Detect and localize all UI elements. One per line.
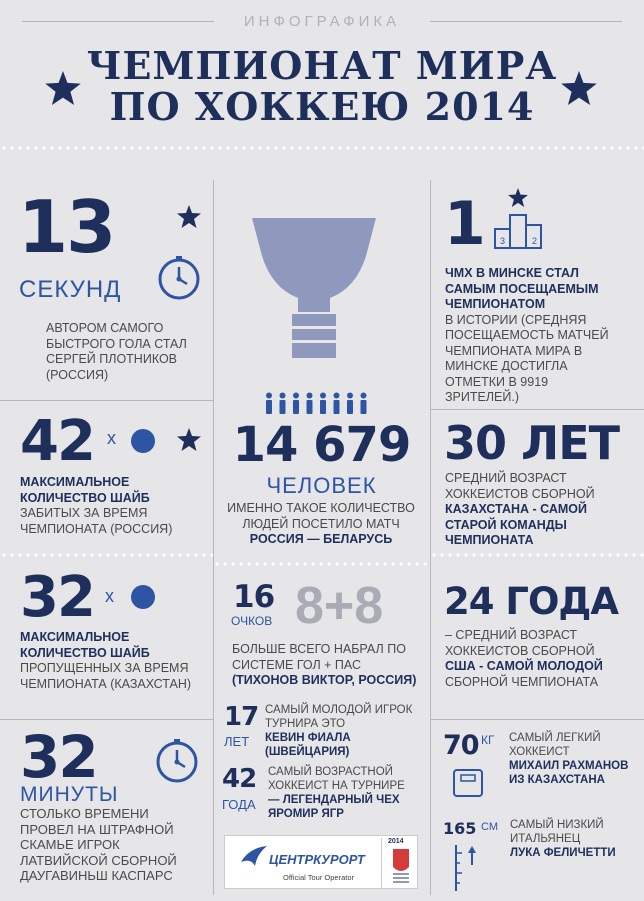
fastest-goal-unit: СЕКУНД [19,276,122,303]
oldest-team-number: 30 ЛЕТ [444,416,620,470]
scale-icon [452,768,484,798]
most-scored-number: 42 [20,409,94,474]
height-icon [451,843,481,893]
bird-logo-icon [239,844,269,870]
sponsor-logo-text: ЦЕНТРКУРОРТ [269,852,365,867]
column-divider-left [213,180,214,895]
oldest-player-unit: ГОДА [222,797,256,812]
shortest-unit: СМ [481,821,498,833]
kicker: ИНФОГРАФИКА [243,13,401,30]
attendance-desc [226,501,416,548]
lightest-number: 70 [443,730,479,761]
oldest-team-desc [445,471,625,549]
dotted-divider [0,146,644,150]
championship-badge-icon [389,847,413,885]
points-number: 16 [233,579,275,615]
youngest-team-desc [445,628,625,690]
row-divider [430,409,644,410]
youngest-team-end: СБОРНОЙ ЧЕМПИОНАТА [445,674,599,689]
shortest-number: 165 [443,819,477,838]
penalty-text: СТОЛЬКО ВРЕМЕНИ ПРОВЕЛ НА ШТРАФНОЙ СКАМЬЕ ИГРОК ЛАТВИЙСКОЙ СБОРНОЙ ДАУГАВИНЬШ КАСПАРС [20,806,177,883]
star-icon [508,188,528,207]
oldest-team-country: КАЗАХСТАНА - САМОЙ СТАРОЙ КОМАНДЫ ЧЕМПИОНАТА [445,502,587,547]
attendance-text: ИМЕННО ТАКОЕ КОЛИЧЕСТВО ЛЮДЕЙ ПОСЕТИЛО МАТЧ [227,501,415,531]
sponsor-banner[interactable] [224,835,418,889]
title-line-2: ПО ХОККЕЮ 2014 [109,84,535,129]
sponsor-tagline: Official Tour Operator [283,873,355,882]
people-icon [264,392,374,414]
most-scored-bold: МАКСИМАЛЬНОЕ КОЛИЧЕСТВО ШАЙБ [20,475,150,505]
youngest-player-unit: ЛЕТ [224,734,250,749]
podium-second: 2 [532,236,538,246]
youngest-team-country: США - САМОЙ МОЛОДОЙ [445,659,603,673]
star-icon [177,428,201,451]
sponsor-divider [381,838,382,888]
column-divider-right [430,180,431,895]
row-divider [0,719,213,720]
rank-bold: ЧМХ В МИНСКЕ СТАЛ САМЫМ ПОСЕЩАЕМЫМ ЧЕМПИОНАТОМ [445,266,599,311]
shortest-name: ЛУКА ФЕЛИЧЕТТИ [510,847,616,859]
most-conceded-number: 32 [20,565,94,630]
fastest-goal-text: АВТОРОМ САМОГО БЫСТРОГО ГОЛА СТАЛ СЕРГЕЙ ПЛОТНИКОВ (РОССИЯ) [46,321,187,382]
oldest-player-name: — ЛЕГЕНДАРНЫЙ ЧЕХ ЯРОМИР ЯГР [268,794,400,820]
youngest-player-desc [265,703,425,759]
attendance-unit: ЧЕЛОВЕК [266,473,377,498]
dotted-divider [213,562,430,566]
star-icon [45,71,81,105]
most-conceded-bold: МАКСИМАЛЬНОЕ КОЛИЧЕСТВО ШАЙБ [20,630,150,660]
podium-third: 3 [500,236,506,246]
points-player: (ТИХОНОВ ВИКТОР, РОССИЯ) [232,673,417,687]
points-unit: ОЧКОВ [231,614,273,628]
stopwatch-icon [156,255,202,301]
points-formula: 8+8 [295,577,384,635]
penalty-number: 32 [20,723,97,791]
stopwatch-icon [154,738,200,784]
points-desc [232,642,422,689]
attendance-number: 14 679 [232,417,411,473]
lightest-desc [509,731,639,787]
lightest-name: МИХАИЛ РАХМАНОВ ИЗ КАЗАХСТАНА [509,760,629,786]
youngest-team-text: – СРЕДНИЙ ВОЗРАСТ ХОККЕИСТОВ СБОРНОЙ [445,628,595,658]
shortest-text: САМЫЙ НИЗКИЙ ИТАЛЬЯНЕЦ [510,819,604,845]
shortest-desc [510,818,638,860]
points-text: БОЛЬШЕ ВСЕГО НАБРАЛ ПО СИСТЕМЕ ГОЛ + ПАС [232,642,406,672]
most-scored-desc [20,475,200,537]
lightest-unit: КГ [481,733,495,747]
puck-icon [131,585,155,609]
times-sign: х [105,586,114,606]
trophy-icon [244,210,384,360]
dotted-divider [0,553,213,557]
oldest-player-number: 42 [222,764,257,794]
row-divider [430,719,644,720]
rank-text: В ИСТОРИИ (СРЕДНЯЯ ПОСЕЩАЕМОСТЬ МАТЧЕЙ ЧЕМПИОНАТА МИРА В МИНСКЕ ДОСТИГЛА ОТМЕТКИ В 9919 ЗРИТЕЛЕЙ.) [445,312,609,404]
oldest-team-text: СРЕДНИЙ ВОЗРАСТ ХОККЕИСТОВ СБОРНОЙ [445,471,595,501]
fastest-goal-number: 13 [18,185,115,269]
rank-desc [445,266,620,406]
lightest-text: САМЫЙ ЛЕГКИЙ ХОККЕИСТ [509,732,601,758]
star-icon [561,71,597,105]
attendance-match: РОССИЯ — БЕЛАРУСЬ [249,532,393,546]
youngest-player-number: 17 [224,702,259,732]
most-scored-text: ЗАБИТЫХ ЗА ВРЕМЯ ЧЕМПИОНАТА (РОССИЯ) [20,506,173,536]
title-line-1: ЧЕМПИОНАТ МИРА [86,43,558,88]
badge-year: 2014 [388,838,404,845]
youngest-player-name: КЕВИН ФИАЛА (ШВЕЙЦАРИЯ) [265,732,351,758]
times-sign: х [107,428,116,448]
rank-number: 1 [444,189,484,259]
most-conceded-text: ПРОПУЩЕННЫХ ЗА ВРЕМЯ ЧЕМПИОНАТА (КАЗАХСТАН) [20,661,192,691]
puck-icon [131,429,155,453]
row-divider [0,400,213,401]
youngest-team-number: 24 ГОДА [444,580,618,623]
oldest-player-desc [268,765,423,821]
penalty-unit: МИНУТЫ [20,783,119,806]
star-icon [177,205,201,228]
oldest-player-text: САМЫЙ ВОЗРАСТНОЙ ХОККЕИСТ НА ТУРНИРЕ [268,766,405,792]
youngest-player-text: САМЫЙ МОЛОДОЙ ИГРОК ТУРНИРА ЭТО [265,704,413,730]
dotted-divider [430,553,644,557]
most-conceded-desc [20,630,200,692]
